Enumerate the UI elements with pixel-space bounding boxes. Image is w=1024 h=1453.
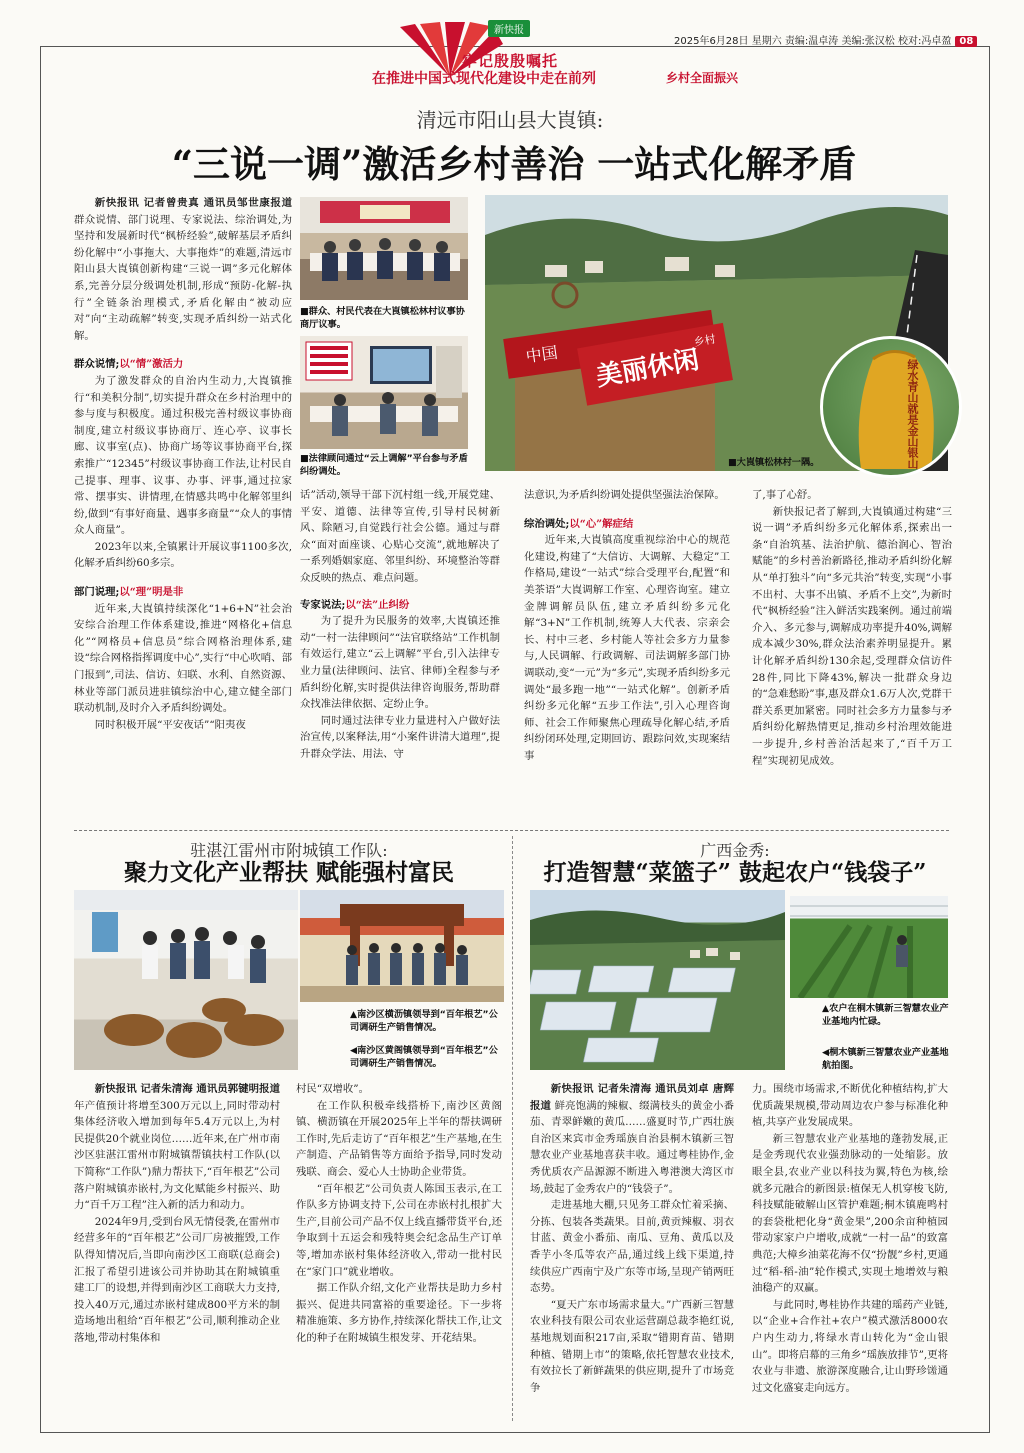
- story3-byline: 新快报讯 记者朱清海 通讯员刘卓 唐辉报道: [530, 1083, 734, 1112]
- paragraph: 走进基地大棚,只见务工群众忙着采摘、分拣、包装各类蔬果。目前,黄贡辣椒、羽衣甘蓝、黄金小番茄、南瓜、豆角、黄瓜以及香芋小冬瓜等农产品,通过线上线下渠道,持续供应广西南宁及广东等市场,呈现产销两旺态势。: [530, 1199, 734, 1295]
- subhead-qunzhong-label: 群众说情;: [74, 358, 120, 371]
- paragraph: 话”活动,领导干部下沉村组一线,开展党建、平安、道德、法律等宣传,引导村民树新风、除陋习,自觉践行社会公德。通过与群众“面对面座谈、心贴心交流”,就地解决了一系列婚姻家庭、邻里纠纷、环境整治等群众反映的热点、难点问题。: [300, 489, 500, 584]
- story3-column-2: [752, 1081, 948, 1396]
- main-column-3: [524, 487, 730, 765]
- story2-column-1: [74, 1081, 280, 1347]
- subhead-zongzhi-label: 综治调处;: [524, 517, 570, 530]
- paragraph: 近年来,大崀镇高度重视综治中心的规范化建设,构建了“大信访、大调解、大稳定”工作格局,建设“一站式”综合受理平台,配置“和美茶语”大崀调解工作室、心理咨询室。建立金牌调解员队伍,建立矛盾纠纷多元化解“3+N”工作机制,统筹人大代表、宗亲会长、村中三老、乡村能人等社会多方力量参与,人民调解、行政调解、司法调解多部门协调联动,变“一元”为“多元”,实现矛盾纠纷多元调处“最多跑一地”“一站式化解”。创新矛盾纠纷多元化解“五步工作法”,引入心理咨询师、社会工作师聚焦心理疏导化解心结,矛盾纠纷闭环处理,定期回访、跟踪问效,实现案结事: [524, 534, 730, 762]
- subhead-zhuanjia: [300, 597, 500, 614]
- rock-inscription: 绿水青山就是金山银山: [906, 359, 919, 469]
- photo-aerial-greenhouses: [530, 890, 785, 1070]
- paragraph: 新快报记者了解到,大崀镇通过构建“三说一调”矛盾纠纷多元化解体系,探索出一条“自治筑基、法治护航、德治润心、智治赋能”的乡村善治新路径,推动矛盾纠纷化解从“单打独斗”向“多元共治”转变,实现“小事不出村、大事不出镇、矛盾不上交”,为新时代“枫桥经验”注入鲜活实践案例。通过前端介入、多元参与,调解成功率提升40%,调解成本减少30%,群众法治素养明显提升。累计化解矛盾纠纷130余起,受理群众信访件28件,同比下降43%,解决一批群众身边的“急难愁盼”事,惠及群众1.6万人次,党群干群关系更加紧密。同时社会多方力量参与矛盾纠纷化解热情更足,推动乡村治理效能进一步提升,乡村善治活起来了,“百千万工程”实现初见成效。: [752, 505, 953, 767]
- sign-sub-text: 乡村: [692, 332, 717, 350]
- paragraph: 了,事了心舒。: [752, 489, 818, 501]
- slogan-line-2: 在推进中国式现代化建设中走在前列: [372, 71, 596, 87]
- main-byline: 新快报讯 记者曾贵真 通讯员邹世康报道: [94, 197, 292, 209]
- page-number: 08: [955, 36, 977, 47]
- story2-headline: 聚力文化产业帮扶 赋能强村富民: [123, 859, 454, 886]
- paragraph: 2024年9月,受到台风无情侵袭,在雷州市经营多年的“百年根艺”公司厂房被摧毁,工作队得知情况后,当即向南沙区工商联(总商会)汇报了希望引进该公司并协助其在附城镇重建工厂的设想,并得到南沙区工商联大力支持,投入40万元,通过赤嵌村建成800平方米的制造场地出租给“百年根艺”公司,顺利推动企业落地,带动村集体和: [74, 1215, 280, 1344]
- caption-village: ■大崀镇松林村一隅。: [728, 457, 820, 468]
- subhead-zongzhi-theme: 以“心”解症结: [569, 517, 634, 530]
- paragraph: 为了激发群众的自治内生动力,大崀镇推行“和美积分制”,切实提升群众在乡村治理中的参与度与积极度。通过积极完善村级议事协商制度,建立村级议事协商厅、连心亭、议事长廊、议事室(点)、协商广场等议事协商平台,探索推广“12345”村级议事协商工作法,让村民自己提事、理事、议事、办事、评事,通过拉家常、摆事实、讲情理,在情感共鸣中化解邻里纠纷,做到“有事好商量、遇事多商量”“众人的事情众人商量”。: [74, 374, 292, 537]
- story3-headline: 打造智慧“菜篮子” 鼓起农户“钱袋子”: [543, 859, 927, 886]
- paragraph: 2023年以来,全镇累计开展议事1100多次,化解矛盾纠纷60多宗。: [74, 540, 292, 570]
- photo-cloud-mediation: [300, 336, 468, 449]
- subhead-zongzhi: [524, 516, 730, 533]
- main-headline: “三说一调”激活乡村善治 一站式化解矛盾: [171, 142, 857, 186]
- photo-gate-group: [300, 890, 504, 1002]
- main-column-4: [752, 487, 952, 769]
- paragraph: 力。围绕市场需求,不断优化种植结构,扩大优质蔬果规模,带动周边农户参与标准化种植,共享产业发展成果。: [752, 1083, 948, 1129]
- paragraph: 在工作队积极牵线搭桥下,南沙区黄阁镇、横沥镇在开展2025年上半年的帮扶调研工作时,先后走访了“百年根艺”生产基地,在生产制造、产品销售等方面给予指导,同时发动残联、商会、爱心人士协助企业带货。: [296, 1099, 502, 1178]
- story2-lead: 年产值预计将增至300万元以上,同时带动村集体经济收入增加到每年5.4万元以上,为村民提供20个就业岗位……近年来,在广州市南沙区驻湛江雷州市附城镇帮镇扶村工作队(以下简称“工作队”)鼎力帮扶下,“百年根艺”公司落户附城镇赤嵌村,为文化赋能乡村振兴、助力“百千万工程”注入新的活力和动力。: [74, 1099, 280, 1212]
- paragraph: 据工作队介绍,文化产业帮扶是助力乡村振兴、促进共同富裕的重要途径。下一步将精准施策、多方协作,持续深化帮扶工作,让文化的种子在附城镇生根发芽、开花结果。: [296, 1282, 502, 1344]
- subhead-bumen: [74, 584, 292, 601]
- paragraph: 新三智慧农业产业基地的蓬勃发展,正是金秀现代农业强劲脉动的一处缩影。放眼全县,农业产业以科技为翼,特色为核,绘就多元融合的新图景:植保无人机穿梭飞防,科技赋能破解山区管护难题;桐木镇鹿鸣村的套袋枇杷化身“黄金果”,200余亩种植园带动家家户户增收,成就“一村一品”的致富典范;大樟乡油菜花海不仅“扮靓”乡村,更通过“稻-稻-油”轮作模式,实现土地增效与粮油稳产的双赢。: [752, 1132, 948, 1295]
- section-divider: [74, 830, 949, 831]
- section-label: 乡村全面振兴: [666, 71, 739, 85]
- slogan-line-1: 牢记殷殷嘱托: [462, 52, 559, 70]
- caption-huangge: ◀南沙区黄阁镇领导到“百年根艺”公司调研生产销售情况。: [350, 1045, 498, 1069]
- caption-farmers: ▲农户在桐木镇新三智慧农业产业基地内忙碌。: [822, 1003, 949, 1027]
- main-column-1: [74, 195, 292, 733]
- photo-meeting-hall: [300, 197, 468, 300]
- photo-inset-rock: [820, 336, 962, 478]
- subhead-qunzhong: [74, 356, 292, 373]
- subhead-zhuanjia-theme: 以“法”止纠纷: [345, 598, 410, 611]
- paragraph: “夏天广东市场需求量大。”广西新三智慧农业科技有限公司农业运营副总裁李艳红说,基地规划面积217亩,采取“错期育苗、错期种植、错期上市”的策略,依托智慧农业技术,有效拉长了新鲜蔬果的供应期,提升了市场竞争: [530, 1298, 734, 1394]
- paragraph: 同时积极开展“平安夜话”“阳夷夜: [94, 718, 246, 731]
- main-lead-text: 群众说情、部门说理、专家说法、综治调处,为坚持和发展新时代“枫桥经验”,破解基层矛盾纠纷化解中“小事拖大、大事拖炸”的难题,清远市阳山县大崀镇创新构建“三说一调”多元化解体系,完善分层分级调处机制,形成“预防-化解-执行”全链条治理模式,矛盾化解由“被动应对”向“主动疏解”转变,实现矛盾纠纷一站式化解。: [74, 213, 292, 342]
- column-divider: [512, 836, 513, 1421]
- subhead-bumen-label: 部门说理;: [74, 586, 120, 599]
- main-kicker: 清远市阳山县大崀镇:: [416, 108, 604, 132]
- paragraph: 近年来,大崀镇持续深化“1+6+N”社会治安综合治理工作体系建设,推进“网格化+信息化”“网格员+信息员”综合网格治理体系,建设“综合网格指挥调度中心”,实行“中心吹哨、部门报到”,司法、信访、妇联、水利、自然资源、林业等部门派员进驻镇综治中心,建立健全部门联动机制,及时介入矛盾纠纷调处。: [74, 602, 292, 715]
- issue-date-editors: 2025年6月28日 星期六 责编:温卓涛 美编:张汉松 校对:冯卓盈: [674, 36, 952, 47]
- story2-byline: 新快报讯 记者朱清海 通讯员郭键明报道: [94, 1083, 280, 1095]
- paragraph: 村民“双增收”。: [296, 1083, 369, 1095]
- paragraph: “百年根艺”公司负责人陈国玉表示,在工作队多方协调支持下,公司在赤嵌村扎根扩大生产,目前公司产品不仅上线直播带货平台,还争取到十五运会和残特奥会纪念品生产订单等,增加赤嵌村集体经济收入,带动一批村民在“家门口”就业增收。: [296, 1182, 502, 1278]
- paragraph: 法意识,为矛盾纠纷调处提供坚强法治保障。: [524, 489, 725, 501]
- photo-farmers-harvest: [790, 896, 948, 998]
- story2-column-2: [296, 1081, 502, 1347]
- main-column-2: [300, 487, 500, 763]
- story3-kicker: 广西金秀:: [700, 841, 770, 860]
- caption-aerial: ◀桐木镇新三智慧农业产业基地航拍图。: [822, 1047, 949, 1071]
- story2-kicker: 驻湛江雷州市附城镇工作队:: [190, 841, 388, 860]
- subhead-qunzhong-theme: 以“情”激活力: [119, 358, 184, 371]
- newspaper-badge: 新快报: [488, 20, 530, 37]
- photo-workshop-visit: [74, 890, 298, 1070]
- caption-hengli: ▲南沙区横沥镇领导到“百年根艺”公司调研生产销售情况。: [350, 1009, 498, 1033]
- sign-main-text: 美丽休闲: [593, 344, 702, 393]
- paragraph: 同时通过法律专业力量进村入户做好法治宣传,以案释法,用“小案件讲清大道理”,提升群众学法、用法、守: [300, 714, 500, 760]
- paragraph: 为了提升为民服务的效率,大崀镇还推动“一村一法律顾问”“法官联络站”工作机制有效运行,建立“云上调解”平台,引入法律专业力量(法律顾问、法官、律师)全程参与矛盾纠纷化解,实时提供法律咨询服务,帮助群众找准法律依据、定纷止争。: [300, 615, 500, 711]
- caption-cloud-mediation: ■法律顾问通过“云上调解”平台参与矛盾纠纷调处。: [300, 453, 468, 477]
- paragraph: 与此同时,粤桂协作共建的瑶药产业链,以“企业+合作社+农户”模式激活8000农户内生动力,将绿水青山转化为“金山银山”。即将启幕的三角乡“瑶族放排节”,更将农业与非遗、旅游深度融合,让山野珍馐通过文化盛宴走向远方。: [752, 1298, 948, 1394]
- sign-side-text: 中国: [524, 342, 559, 367]
- issue-info: [674, 32, 977, 47]
- subhead-bumen-theme: 以“理”明是非: [119, 586, 184, 599]
- caption-meeting: ■群众、村民代表在大崀镇松林村议事协商厅议事。: [300, 306, 465, 330]
- story3-column-1: [530, 1081, 734, 1396]
- story3-lead: 鲜亮饱满的辣椒、缀满枝头的黄金小番茄、青翠鲜嫩的黄瓜……盛夏时节,广西壮族自治区来宾市金秀瑶族自治县桐木镇新三智慧农业产业基地喜获丰收。通过粤桂协作,金秀优质农产品源源不断进入粤港澳大湾区市场,鼓起了金秀农户的“钱袋子”。: [530, 1099, 734, 1195]
- subhead-zhuanjia-label: 专家说法;: [300, 598, 346, 611]
